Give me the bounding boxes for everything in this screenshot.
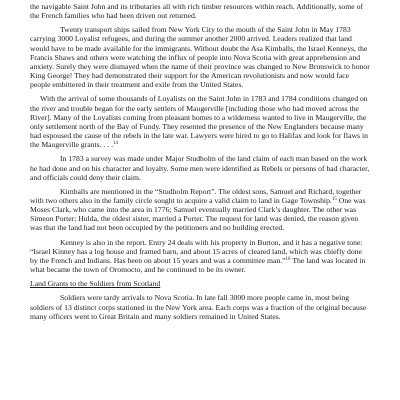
kimballs-text-b: One was Moses Clark, who came into the area in 1776; Samuel eventually married Clark’s daughter. The other was Simeon Porter; Hulda, the oldest sister, married a Porter. The request for land was denied, the reason given was that the land had not been occupied by the petitioners and no building erected. <box>30 195 366 233</box>
footnote-ref-16: 16 <box>285 256 291 262</box>
footnote-ref-15: 15 <box>331 196 337 202</box>
section-heading: Land Grants to the Soldiers from Scotland <box>30 279 161 289</box>
kimballs-text-a: Kimballs are mentioned in the “Studholm Report”. The oldest sons, Samuel and Richard, together with two others also in the family circle sought to acquire a valid claim to land in Gage Township. <box>30 186 362 205</box>
paragraph-kimballs <box>30 187 370 233</box>
paragraph-transport-ships: Twenty transport ships sailed from New York City to the mouth of the Saint John in May 1783 carrying 3000 Loyalist refugees, and during the summer another 2000 arrived. Leaders realized that land would have to be made available for the immigrants. Without doubt the Asa Kimballs, the Israel Kenneys, the Francis Shaws and others were watching the influx of people into Nova Scotia with great apprehension and anxiety. Surely they were dismayed when the name of their province was changed to New Brunswick to honor King George! They had demonstrated their support for the American revolutionists and now would face people embittered in their treatment and exile from the United States. <box>30 25 370 90</box>
paragraph-kenney <box>30 238 370 275</box>
paragraph-soldiers: Soldiers were tardy arrivals to Nova Scotia. In late fall 3000 more people came in, most being soldiers of 13 distinct corps stationed in the New York area. Each corps was a fraction of the original because many officers went to Great Britain and many soldiers remained in United States. <box>30 293 367 321</box>
paragraph-opening: the navigable Saint John and its tributaries all with rich timber resources within reach. Additionally, some of the French families who had been driven out returned. <box>30 2 363 21</box>
block-quote <box>30 94 370 149</box>
block-quote-text: With the arrival of some thousands of Loyalists on the Saint John in 1783 and 1784 conditions changed on the river and trouble began for the early settlers of Maugerville [including those who had moved across the River]. Many of the Loyalists coming from pleasant homes to a wilderness wanted to live in Maugerville, the only settlement north of the Bay of Fundy. They resented the presence of the New Englanders because many had espoused the cause of the rebels in the late war. Lawyers were hired to go to Halifax and look for flaws in the Maugerville grants. . . . <box>30 94 368 150</box>
kenney-text-a: Kenney is also in the report. Entry 24 deals with his property in Burton, and it has a negative tone: “Israel Kinney has a log house and framed barn, and about 15 acres of cleared land, which was chiefly done by the French and Indians. Has been on about 15 years and was a committee man.” <box>30 237 363 265</box>
footnote-ref-14: 14 <box>113 141 119 147</box>
kenney-text-b: The land was located in what became the town of Oromocto, and he continued to be its owner. <box>30 255 366 275</box>
paragraph-survey: In 1783 a survey was made under Major Studholm of the land claim of each man based on the work he had done and on his character and loyalty. Some men were identified as Rebels or persons of bad character, and officials could deny their claim. <box>30 154 370 182</box>
